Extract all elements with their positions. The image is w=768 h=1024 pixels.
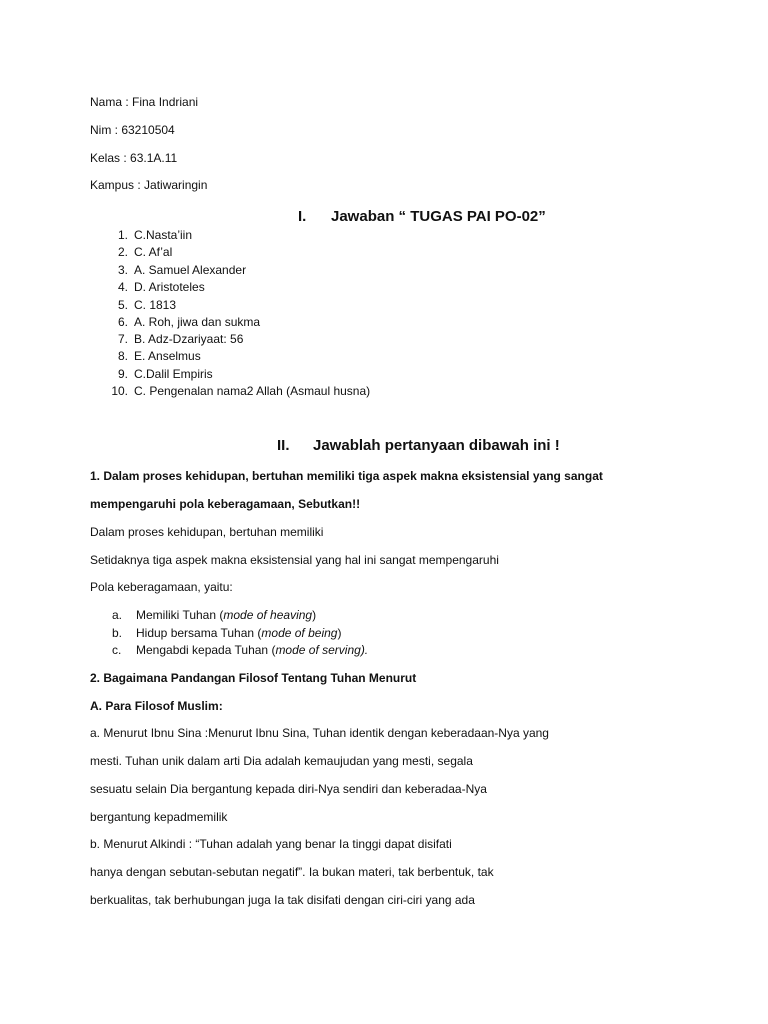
section-1-number: I.: [298, 208, 307, 225]
answer-1-line-2: Setidaknya tiga aspek makna eksistensial yang hal ini sangat mempengaruhi: [90, 553, 499, 567]
answer-2-line: a. Menurut Ibnu Sina :Menurut Ibnu Sina, Tuhan identik dengan keberadaan-Nya yang: [90, 726, 549, 740]
question-2-line-1: 2. Bagaimana Pandangan Filosof Tentang Tuhan Menurut: [90, 671, 417, 685]
section-2-number: II.: [277, 437, 290, 454]
student-name: Nama : Fina Indriani: [90, 95, 199, 109]
student-class: Kelas : 63.1A.11: [90, 151, 178, 165]
student-campus: Kampus : Jatiwaringin: [90, 178, 208, 192]
document-page: Nama : Fina Indriani Nim : 63210504 Kelas : 63.1A.11 Kampus : Jatiwaringin I. Jawaban “ TUGAS PAI PO-02” 1. C.Nasta’iin 2. C. Af’al 3. A. Samuel Alexander 4. D. Aristoteles 5. C. 1813 6. A. Roh, jiwa dan sukma 7. B. Adz-Dzariyaat: 56 8. E. Anselmus 9. C.Dalil Empiris 10. C. Pengenalan nama2 Allah (Asmaul husna) II. Jawablah pertanyaan dibawah ini ! 1. Dalam proses kehidupan, bertuhan memiliki tiga aspek makna eksistensial yang sangat mempengaruhi pola keberagamaan, Sebutkan!! Dalam proses kehidupan, bertuhan memiliki Setidaknya tiga aspek makna eksistensial yang hal ini sangat mempengaruhi Pola keberagamaan, yaitu: a. Memiliki Tuhan (mode of heaving) b. Hidup bersama Tuhan (mode of being) c. Mengabdi kepada Tuhan (mode of serving). 2. Bagaimana Pandangan Filosof Tentang Tuhan Menurut A. Para Filosof Muslim: a. Menurut Ibnu Sina :Menurut Ibnu Sina, Tuhan identik dengan keberadaan-Nya yang mesti. Tuhan unik dalam arti Dia adalah kemaujudan yang mesti, segala sesuatu selain Dia bergantung kepada diri-Nya sendiri dan keberadaa-Nya bergantung kepadmemilik b. Menurut Alkindi : “Tuhan adalah yang benar Ia tinggi dapat disifati hanya dengan sebutan-sebutan negatif”. Ia bukan materi, tak berbentuk, tak berkualitas, tak berhubungan juga Ia tak disifati dengan ciri-ciri yang ada: [90, 95, 603, 907]
question-2-line-2: A. Para Filosof Muslim:: [90, 699, 223, 713]
answer-2-line: hanya dengan sebutan-sebutan negatif”. Ia bukan materi, tak berbentuk, tak: [90, 865, 494, 879]
section-2-title: Jawablah pertanyaan dibawah ini !: [313, 437, 560, 454]
answer-2-line: mesti. Tuhan unik dalam arti Dia adalah kemaujudan yang mesti, segala: [90, 754, 473, 768]
answer-2-line: berkualitas, tak berhubungan juga Ia tak disifati dengan ciri-ciri yang ada: [90, 893, 475, 907]
answer-2-line: sesuatu selain Dia bergantung kepada diri-Nya sendiri dan keberadaa-Nya: [90, 782, 487, 796]
question-1-line-2: mempengaruhi pola keberagamaan, Sebutkan!!: [90, 497, 361, 511]
answer-1-line-1: Dalam proses kehidupan, bertuhan memiliki: [90, 525, 324, 539]
answer-2-line: bergantung kepadmemilik: [90, 810, 228, 824]
section-1-title: Jawaban “ TUGAS PAI PO-02”: [331, 208, 546, 225]
answer-1-line-3: Pola keberagamaan, yaitu:: [90, 580, 233, 594]
question-1-line-1: 1. Dalam proses kehidupan, bertuhan memiliki tiga aspek makna eksistensial yang sangat: [90, 469, 603, 483]
student-nim: Nim : 63210504: [90, 123, 175, 137]
answer-2-line: b. Menurut Alkindi : “Tuhan adalah yang benar Ia tinggi dapat disifati: [90, 837, 452, 851]
